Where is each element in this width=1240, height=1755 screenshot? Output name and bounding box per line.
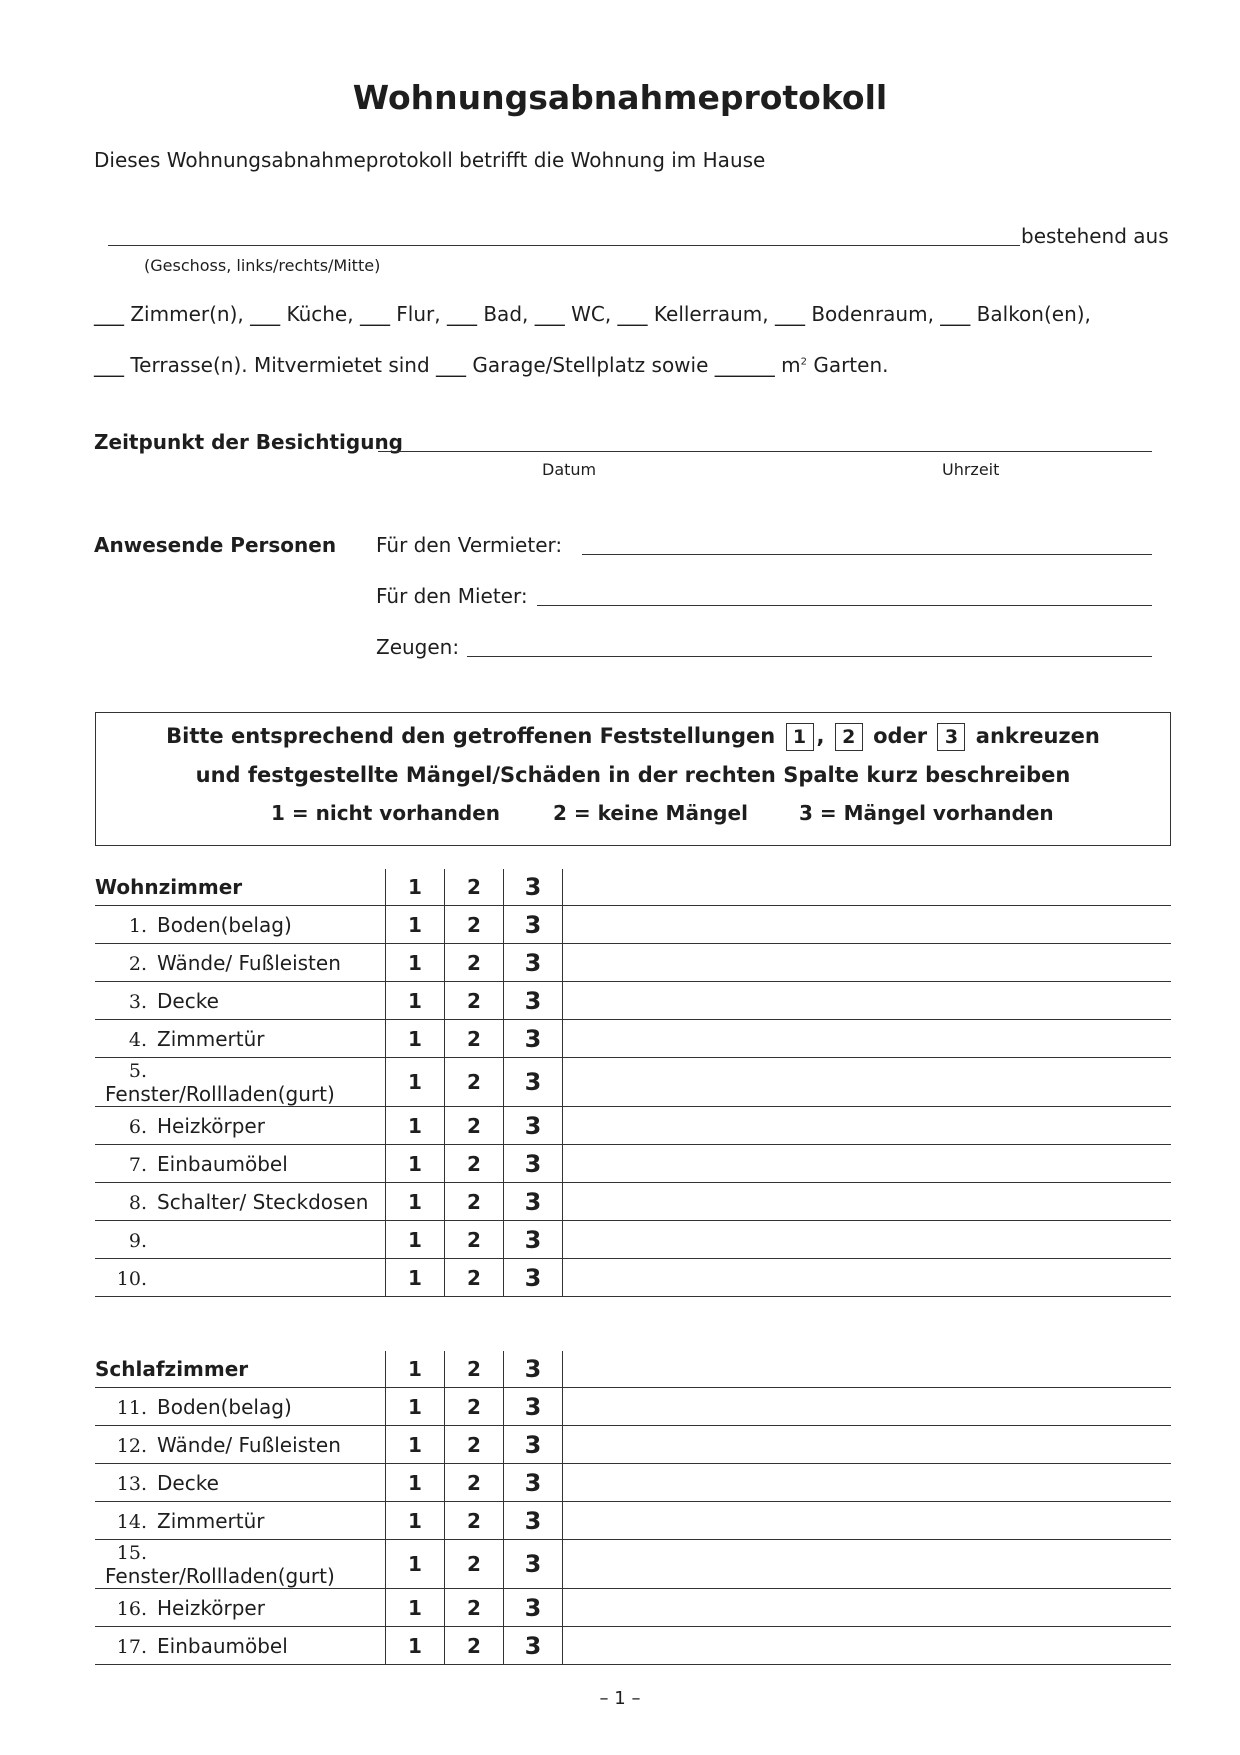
item-label-cell — [95, 1183, 386, 1221]
item-label-cell — [95, 1259, 386, 1297]
rating-option-3[interactable]: 3 — [504, 1426, 563, 1464]
inspection-label: Zeitpunkt der Besichtigung — [94, 430, 403, 454]
item-label: Einbaumöbel — [157, 1633, 288, 1658]
rating-option-2[interactable]: 2 — [445, 1058, 504, 1107]
defect-description-field[interactable] — [563, 906, 1172, 944]
rating-option-3[interactable]: 3 — [504, 1464, 563, 1502]
item-label-cell — [95, 1426, 386, 1464]
item-number: 9. — [128, 1229, 147, 1252]
defect-description-field[interactable] — [563, 1020, 1172, 1058]
defect-description-field[interactable] — [563, 1540, 1172, 1589]
item-number: 2. — [128, 952, 147, 975]
option-box-3: 3 — [937, 723, 965, 751]
item-label: Einbaumöbel — [157, 1151, 288, 1176]
table-row — [95, 1388, 1171, 1426]
rating-option-1[interactable]: 1 — [386, 1145, 445, 1183]
item-number: 8. — [128, 1191, 147, 1214]
rating-option-1[interactable]: 1 — [386, 906, 445, 944]
item-number: 17. — [116, 1635, 147, 1658]
rating-option-1[interactable]: 1 — [386, 1589, 445, 1627]
rating-option-1[interactable]: 1 — [386, 1259, 445, 1297]
address-field[interactable] — [108, 245, 1020, 246]
inspection-field[interactable] — [378, 451, 1152, 452]
item-number: 11. — [116, 1396, 147, 1419]
table-row — [95, 1058, 1171, 1107]
section-header-row — [95, 1351, 1171, 1388]
rating-option-2[interactable]: 2 — [445, 1627, 504, 1665]
item-label-cell — [95, 1502, 386, 1540]
item-number: 6. — [128, 1115, 147, 1138]
item-label-cell — [95, 1464, 386, 1502]
defect-description-field[interactable] — [563, 1589, 1172, 1627]
item-number: 5. — [128, 1060, 147, 1082]
instructions-line-2: und festgestellte Mängel/Schäden in der rechten Spalte kurz beschreiben — [195, 763, 1071, 787]
item-label: Boden(belag) — [157, 1394, 292, 1419]
section-title: Schlafzimmer — [95, 1351, 386, 1388]
rating-option-1[interactable]: 1 — [386, 1464, 445, 1502]
rating-option-1[interactable]: 1 — [386, 982, 445, 1020]
table-row — [95, 1464, 1171, 1502]
witnesses-label: Zeugen: — [376, 635, 460, 659]
item-label-cell — [95, 1627, 386, 1665]
defect-description-field[interactable] — [563, 1107, 1172, 1145]
instructions-line-1 — [96, 723, 1170, 751]
rooms-line-2-end: Garten. — [806, 353, 889, 377]
rating-option-2[interactable]: 2 — [445, 1183, 504, 1221]
rating-option-3[interactable]: 3 — [504, 1388, 563, 1426]
section-title: Wohnzimmer — [95, 869, 386, 906]
table-row — [95, 1540, 1171, 1589]
item-label-cell — [95, 1388, 386, 1426]
item-label — [147, 1228, 157, 1252]
rating-option-3[interactable]: 3 — [504, 1589, 563, 1627]
rooms-line-2 — [94, 353, 888, 377]
instructions-box — [95, 712, 1171, 846]
rating-option-3[interactable]: 3 — [504, 1183, 563, 1221]
item-number: 16. — [116, 1597, 147, 1620]
table-row — [95, 1589, 1171, 1627]
rating-option-3[interactable]: 3 — [504, 1107, 563, 1145]
rating-option-1[interactable]: 1 — [386, 944, 445, 982]
column-header-1: 1 — [386, 869, 445, 906]
rating-option-2[interactable]: 2 — [445, 1221, 504, 1259]
item-number: 15. — [116, 1542, 147, 1564]
intro-text: Dieses Wohnungsabnahmeprotokoll betrifft die Wohnung im Hause — [94, 148, 766, 172]
rating-option-3[interactable]: 3 — [504, 1145, 563, 1183]
rating-option-1[interactable]: 1 — [386, 1020, 445, 1058]
defect-description-field[interactable] — [563, 1221, 1172, 1259]
rating-option-2[interactable]: 2 — [445, 1107, 504, 1145]
table-row — [95, 982, 1171, 1020]
rating-option-3[interactable]: 3 — [504, 1020, 563, 1058]
defect-description-field[interactable] — [563, 1145, 1172, 1183]
item-number: 1. — [128, 914, 147, 937]
table-row — [95, 1221, 1171, 1259]
item-label: Fenster/Rollladen(gurt) — [105, 1082, 335, 1106]
rating-option-2[interactable]: 2 — [445, 1259, 504, 1297]
time-hint: Uhrzeit — [942, 460, 1000, 479]
item-label-cell — [95, 944, 386, 982]
section-table-wohnzimmer — [95, 869, 1171, 1297]
rating-option-3[interactable]: 3 — [504, 1221, 563, 1259]
rating-option-2[interactable]: 2 — [445, 1388, 504, 1426]
rating-option-1[interactable]: 1 — [386, 1221, 445, 1259]
address-hint: (Geschoss, links/rechts/Mitte) — [144, 256, 381, 275]
table-row — [95, 1426, 1171, 1464]
column-header-3: 3 — [504, 1351, 563, 1388]
item-label: Fenster/Rollladen(gurt) — [105, 1564, 335, 1588]
legend-2: 2 = keine Mängel — [553, 801, 748, 825]
rating-option-2[interactable]: 2 — [445, 1426, 504, 1464]
page-title: Wohnungsabnahmeprotokoll — [352, 78, 888, 117]
legend-1: 1 = nicht vorhanden — [271, 801, 501, 825]
defect-description-field[interactable] — [563, 1464, 1172, 1502]
instructions-text: Bitte entsprechend den getroffenen Feststellungen — [166, 724, 776, 748]
column-header-2: 2 — [445, 869, 504, 906]
item-label — [147, 1266, 157, 1290]
table-row — [95, 1502, 1171, 1540]
defect-description-field[interactable] — [563, 982, 1172, 1020]
item-label: Zimmertür — [157, 1508, 265, 1533]
table-row — [95, 1259, 1171, 1297]
table-row — [95, 1145, 1171, 1183]
defect-description-field[interactable] — [563, 1388, 1172, 1426]
item-number: 4. — [128, 1028, 147, 1051]
item-number: 12. — [116, 1434, 147, 1457]
section-header-row — [95, 869, 1171, 906]
option-box-2: 2 — [835, 723, 863, 751]
rating-option-1[interactable]: 1 — [386, 1540, 445, 1589]
item-label: Decke — [157, 988, 219, 1013]
table-row — [95, 906, 1171, 944]
item-label-cell — [95, 1540, 386, 1589]
rating-option-2[interactable]: 2 — [445, 982, 504, 1020]
description-header — [563, 1351, 1172, 1388]
table-row — [95, 1627, 1171, 1665]
rating-option-3[interactable]: 3 — [504, 1502, 563, 1540]
defect-description-field[interactable] — [563, 1627, 1172, 1665]
column-header-3: 3 — [504, 869, 563, 906]
option-box-1: 1 — [786, 723, 814, 751]
item-label-cell — [95, 1107, 386, 1145]
tenant-label: Für den Mieter: — [376, 584, 528, 608]
rating-option-1[interactable]: 1 — [386, 1627, 445, 1665]
rating-option-3[interactable]: 3 — [504, 982, 563, 1020]
witnesses-field[interactable] — [467, 656, 1152, 657]
separator: , — [816, 724, 825, 748]
item-label: Boden(belag) — [157, 912, 292, 937]
item-label: Heizkörper — [157, 1113, 265, 1138]
landlord-label: Für den Vermieter: — [376, 533, 563, 557]
landlord-field[interactable] — [582, 554, 1152, 555]
defect-description-field[interactable] — [563, 1183, 1172, 1221]
item-number: 3. — [128, 990, 147, 1013]
defect-description-field[interactable] — [563, 1426, 1172, 1464]
item-label-cell — [95, 1145, 386, 1183]
item-number: 7. — [128, 1153, 147, 1176]
rating-option-1[interactable]: 1 — [386, 1107, 445, 1145]
persons-label: Anwesende Personen — [94, 533, 337, 557]
rating-option-2[interactable]: 2 — [445, 944, 504, 982]
date-hint: Datum — [542, 460, 597, 479]
rating-option-1[interactable]: 1 — [386, 1058, 445, 1107]
rating-option-3[interactable]: 3 — [504, 906, 563, 944]
rating-option-3[interactable]: 3 — [504, 1540, 563, 1589]
item-label-cell — [95, 1589, 386, 1627]
rating-option-2[interactable]: 2 — [445, 1589, 504, 1627]
rating-option-3[interactable]: 3 — [504, 1058, 563, 1107]
page-number: – 1 – — [599, 1688, 641, 1709]
rating-option-3[interactable]: 3 — [504, 1627, 563, 1665]
table-row — [95, 1183, 1171, 1221]
item-label: Zimmertür — [157, 1026, 265, 1051]
item-label: Wände/ Fußleisten — [157, 950, 341, 975]
rooms-line-2-text: ___ Terrasse(n). Mitvermietet sind ___ Garage/Stellplatz sowie ______ m — [94, 353, 801, 377]
description-header — [563, 869, 1172, 906]
item-label-cell — [95, 982, 386, 1020]
rating-option-1[interactable]: 1 — [386, 1183, 445, 1221]
instructions-text-end: ankreuzen — [975, 724, 1100, 748]
word-or: oder — [873, 724, 928, 748]
rating-option-2[interactable]: 2 — [445, 1020, 504, 1058]
rating-option-2[interactable]: 2 — [445, 1540, 504, 1589]
item-label-cell — [95, 1058, 386, 1107]
defect-description-field[interactable] — [563, 1502, 1172, 1540]
legend-3: 3 = Mängel vorhanden — [799, 801, 1054, 825]
rating-option-3[interactable]: 3 — [504, 1259, 563, 1297]
item-label-cell — [95, 1020, 386, 1058]
tenant-field[interactable] — [537, 605, 1152, 606]
rating-option-2[interactable]: 2 — [445, 1502, 504, 1540]
defect-description-field[interactable] — [563, 1259, 1172, 1297]
rating-option-1[interactable]: 1 — [386, 1388, 445, 1426]
item-label: Decke — [157, 1470, 219, 1495]
defect-description-field[interactable] — [563, 1058, 1172, 1107]
rating-option-3[interactable]: 3 — [504, 944, 563, 982]
item-number: 10. — [116, 1267, 147, 1290]
rating-option-2[interactable]: 2 — [445, 906, 504, 944]
defect-description-field[interactable] — [563, 944, 1172, 982]
item-label-cell — [95, 1221, 386, 1259]
item-label: Wände/ Fußleisten — [157, 1432, 341, 1457]
rooms-line-1: ___ Zimmer(n), ___ Küche, ___ Flur, ___ Bad, ___ WC, ___ Kellerraum, ___ Bodenraum, ___ Balkon(en), — [94, 302, 1091, 326]
item-label-cell — [95, 906, 386, 944]
column-header-1: 1 — [386, 1351, 445, 1388]
item-label: Schalter/ Steckdosen — [157, 1189, 369, 1214]
rating-option-2[interactable]: 2 — [445, 1145, 504, 1183]
section-table-schlafzimmer — [95, 1351, 1171, 1665]
address-suffix: bestehend aus — [1021, 224, 1169, 248]
column-header-2: 2 — [445, 1351, 504, 1388]
table-row — [95, 944, 1171, 982]
item-label: Heizkörper — [157, 1595, 265, 1620]
rating-option-2[interactable]: 2 — [445, 1464, 504, 1502]
table-row — [95, 1020, 1171, 1058]
item-number: 13. — [116, 1472, 147, 1495]
rating-option-1[interactable]: 1 — [386, 1426, 445, 1464]
rating-option-1[interactable]: 1 — [386, 1502, 445, 1540]
table-row — [95, 1107, 1171, 1145]
item-number: 14. — [116, 1510, 147, 1533]
square-unit: 2 — [800, 356, 807, 368]
